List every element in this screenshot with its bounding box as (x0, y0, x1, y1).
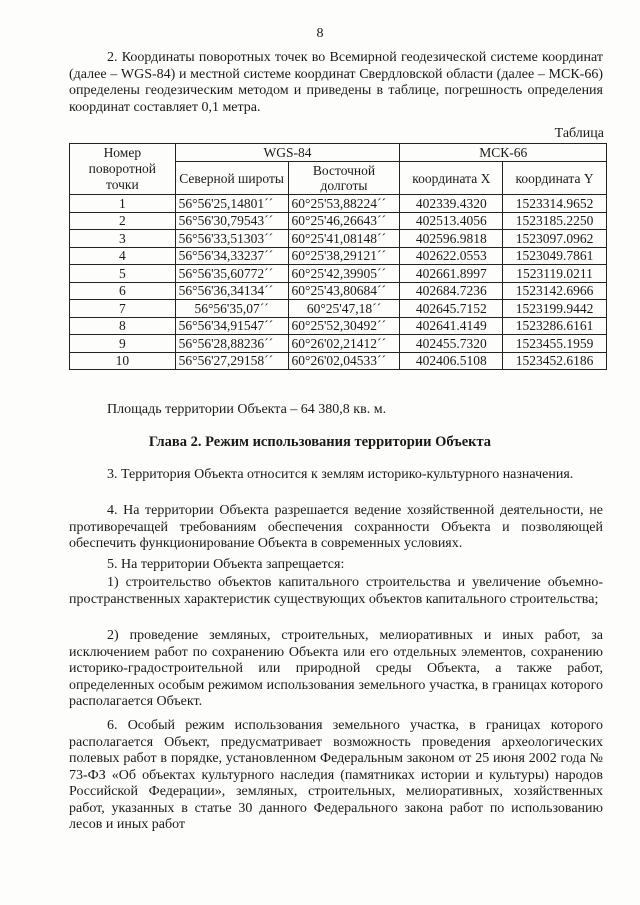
clause-5-item-1: 1) строительство объектов капитального строительства и увеличение объемно-пространственных характеристик существующих объектов капитального строительства; (69, 575, 603, 607)
y-cell: 1523452.6186 (503, 352, 607, 370)
longitude-cell: 60°25'53,88224´´ (288, 195, 400, 213)
longitude-cell: 60°26'02,21412´´ (288, 335, 400, 353)
table-row (70, 352, 607, 370)
longitude-cell: 60°25'42,39905´´ (288, 265, 400, 283)
x-cell: 402596.9818 (400, 230, 503, 248)
latitude-cell: 56°56'33,51303´´ (175, 230, 288, 248)
y-cell: 1523286.6161 (503, 317, 607, 335)
area-text: Площадь территории Объекта – 64 380,8 кв. м. (107, 402, 387, 417)
header-coordinate-x: координата X (400, 162, 503, 195)
x-cell: 402406.5108 (400, 352, 503, 370)
point-number: 4 (70, 247, 176, 265)
longitude-cell: 60°25'46,26643´´ (288, 212, 400, 230)
header-north-latitude: Северной широты (175, 162, 288, 195)
point-number: 1 (70, 195, 176, 213)
page-number: 8 (316, 26, 324, 41)
table-row (70, 317, 607, 335)
point-number: 7 (70, 300, 176, 318)
table-row (70, 195, 607, 213)
x-cell: 402455.7320 (400, 335, 503, 353)
header-msk66: МСК-66 (400, 144, 607, 162)
latitude-cell: 56°56'27,29158´´ (175, 352, 288, 370)
y-cell: 1523455.1959 (503, 335, 607, 353)
clause-6: 6. Особый режим использования земельного участка, в границах которого располагается Объект, предусматривает возможность проведения археологических полевых работ в порядке, установленном Федеральным законом от 25 июня 2002 года № 73-ФЗ «Об объектах культурного наследия (памятниках истории и культуры) народов Российской Федерации», земляных, строительных, мелиоративных, хозяйственных работ, указанных в статье 30 данного Федерального закона работ по использованию лесов и иных работ (69, 718, 603, 832)
header-point-number: Номер поворотной точки (70, 144, 176, 195)
x-cell: 402661.8997 (400, 265, 503, 283)
x-cell: 402645.7152 (400, 300, 503, 318)
longitude-cell: 60°26'02,04533´´ (288, 352, 400, 370)
x-cell: 402513.4056 (400, 212, 503, 230)
point-number: 9 (70, 335, 176, 353)
point-number: 3 (70, 230, 176, 248)
point-number: 6 (70, 282, 176, 300)
header-east-longitude: Восточной долготы (288, 162, 400, 195)
y-cell: 1523185.2250 (503, 212, 607, 230)
latitude-cell: 56°56'36,34134´´ (175, 282, 288, 300)
y-cell: 1523199.9442 (503, 300, 607, 318)
table-row (70, 247, 607, 265)
table-row (70, 282, 607, 300)
y-cell: 1523097.0962 (503, 230, 607, 248)
x-cell: 402622.0553 (400, 247, 503, 265)
longitude-cell: 60°25'43,80684´´ (288, 282, 400, 300)
longitude-cell: 60°25'47,18´´ (288, 300, 400, 318)
y-cell: 1523119.0211 (503, 265, 607, 283)
point-number: 8 (70, 317, 176, 335)
point-number: 10 (70, 352, 176, 370)
latitude-cell: 56°56'25,14801´´ (175, 195, 288, 213)
table-row (70, 265, 607, 283)
table-row (70, 300, 607, 318)
table-row (70, 230, 607, 248)
clause-5: 5. На территории Объекта запрещается: (107, 557, 345, 572)
latitude-cell: 56°56'35,60772´´ (175, 265, 288, 283)
header-coordinate-y: координата Y (503, 162, 607, 195)
clause-5-item-2: 2) проведение земляных, строительных, мелиоративных и иных работ, за исключением работ по сохранению Объекта или его отдельных элементов, сохранению историко-градостроительной или природной среды Объекта, а также работ, определенных особым режимом использования земельного участка, в границах которого располагается Объект. (69, 628, 603, 709)
clause-3: 3. Территория Объекта относится к землям историко-культурного назначения. (107, 467, 574, 482)
latitude-cell: 56°56'35,07´´ (175, 300, 288, 318)
longitude-cell: 60°25'41,08148´´ (288, 230, 400, 248)
latitude-cell: 56°56'34,33237´´ (175, 247, 288, 265)
table-header-row (70, 144, 607, 162)
y-cell: 1523314.9652 (503, 195, 607, 213)
x-cell: 402641.4149 (400, 317, 503, 335)
coordinates-table (69, 143, 607, 370)
y-cell: 1523142.6966 (503, 282, 607, 300)
point-number: 5 (70, 265, 176, 283)
latitude-cell: 56°56'30,79543´´ (175, 212, 288, 230)
header-wgs84: WGS-84 (175, 144, 400, 162)
longitude-cell: 60°25'52,30492´´ (288, 317, 400, 335)
point-number: 2 (70, 212, 176, 230)
clause-4: 4. На территории Объекта разрешается ведение хозяйственной деятельности, не противоречащей требованиям обеспечения сохранности Объекта и позволяющей обеспечить функционирование Объекта в современных условиях. (69, 503, 603, 551)
x-cell: 402339.4320 (400, 195, 503, 213)
table-row (70, 335, 607, 353)
intro-paragraph: 2. Координаты поворотных точек во Всемирной геодезической системе координат (далее – WGS-84) и местной системе координат Свердловской области (далее – МСК-66) определены геодезическим методом и приведены в таблице, погрешность определения координат составляет 0,1 метра. (69, 50, 603, 115)
table-caption: Таблица (554, 126, 604, 141)
latitude-cell: 56°56'34,91547´´ (175, 317, 288, 335)
longitude-cell: 60°25'38,29121´´ (288, 247, 400, 265)
x-cell: 402684.7236 (400, 282, 503, 300)
y-cell: 1523049.7861 (503, 247, 607, 265)
latitude-cell: 56°56'28,88236´´ (175, 335, 288, 353)
table-row (70, 212, 607, 230)
chapter-heading: Глава 2. Режим использования территории Объекта (148, 434, 492, 450)
